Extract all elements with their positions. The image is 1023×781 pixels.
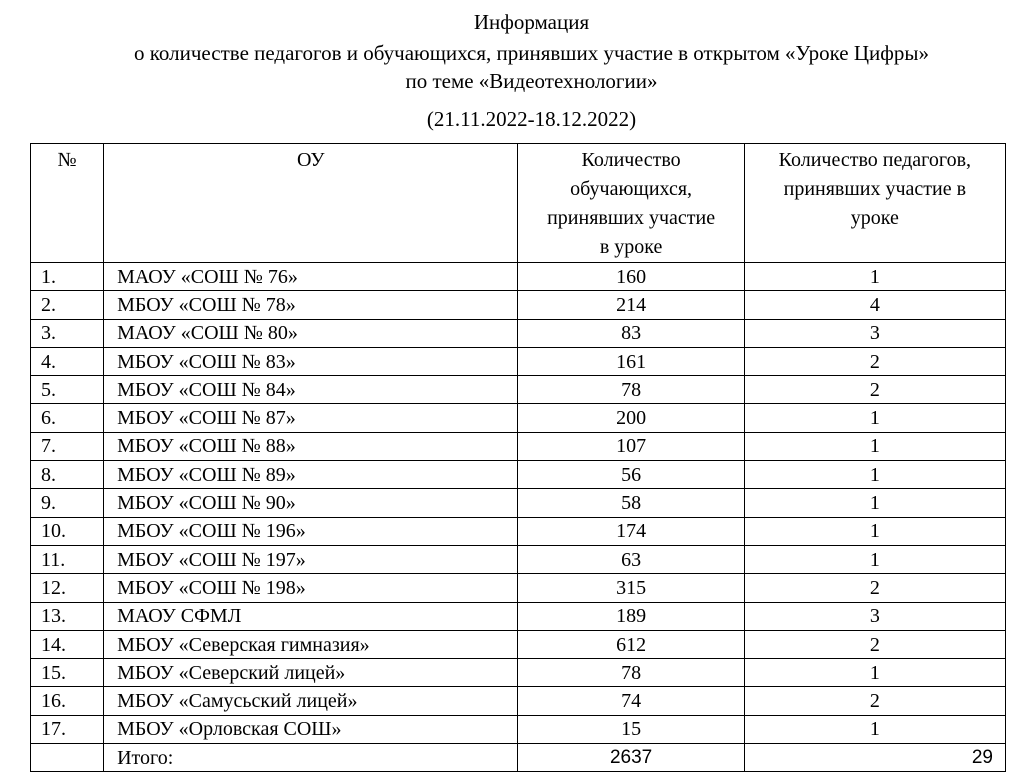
row-teachers-cell: 1 — [744, 404, 1005, 432]
row-teachers-cell: 4 — [744, 291, 1005, 319]
row-ou-cell: МАОУ «СОШ № 76» — [104, 263, 518, 291]
row-ou-cell: МБОУ «СОШ № 89» — [104, 461, 518, 489]
row-students-cell: 214 — [518, 291, 744, 319]
row-ou-cell: МБОУ «Орловская СОШ» — [104, 715, 518, 743]
row-ou-cell: МБОУ «СОШ № 83» — [104, 347, 518, 375]
row-ou-cell: МБОУ «СОШ № 90» — [104, 489, 518, 517]
row-teachers-cell: 2 — [744, 687, 1005, 715]
row-teachers-cell: 1 — [744, 461, 1005, 489]
table-row — [31, 545, 1006, 573]
col-header-teachers — [744, 144, 1005, 263]
row-students-cell: 160 — [518, 263, 744, 291]
row-ou-cell: МБОУ «СОШ № 198» — [104, 574, 518, 602]
table-total-row — [31, 744, 1006, 772]
row-num-cell: 8. — [31, 461, 104, 489]
col-header-teachers-line: Количество педагогов, — [778, 149, 972, 171]
row-students-cell: 63 — [518, 545, 744, 573]
row-students-cell: 74 — [518, 687, 744, 715]
row-teachers-cell: 3 — [744, 319, 1005, 347]
row-students-cell: 15 — [518, 715, 744, 743]
table-row — [31, 404, 1006, 432]
row-num-cell: 17. — [31, 715, 104, 743]
total-label: Итого: — [104, 744, 518, 772]
col-header-students-line: принявших участие — [547, 207, 716, 229]
table-row — [31, 291, 1006, 319]
row-num-cell: 10. — [31, 517, 104, 545]
row-ou-cell: МБОУ «Самусьский лицей» — [104, 687, 518, 715]
row-teachers-cell: 1 — [744, 432, 1005, 460]
row-num-cell: 14. — [31, 630, 104, 658]
table-row — [31, 347, 1006, 375]
row-teachers-cell: 1 — [744, 715, 1005, 743]
row-num-cell: 2. — [31, 291, 104, 319]
row-teachers-cell: 1 — [744, 263, 1005, 291]
row-ou-cell: МБОУ «СОШ № 197» — [104, 545, 518, 573]
col-header-ou: ОУ — [104, 144, 518, 263]
row-num-cell: 15. — [31, 659, 104, 687]
total-num-cell — [31, 744, 104, 772]
row-num-cell: 7. — [31, 432, 104, 460]
row-num-cell: 3. — [31, 319, 104, 347]
table-row — [31, 517, 1006, 545]
row-ou-cell: МБОУ «Северская гимназия» — [104, 630, 518, 658]
doc-title: Информация — [473, 10, 590, 34]
row-teachers-cell: 2 — [744, 574, 1005, 602]
col-header-num: № — [31, 144, 104, 263]
row-teachers-cell: 2 — [744, 630, 1005, 658]
row-teachers-cell: 1 — [744, 489, 1005, 517]
row-teachers-cell: 3 — [744, 602, 1005, 630]
row-students-cell: 174 — [518, 517, 744, 545]
table-row — [31, 687, 1006, 715]
row-num-cell: 11. — [31, 545, 104, 573]
table-row — [31, 489, 1006, 517]
row-teachers-cell: 1 — [744, 517, 1005, 545]
row-ou-cell: МБОУ «СОШ № 87» — [104, 404, 518, 432]
table-row — [31, 376, 1006, 404]
col-header-teachers-line: принявших участие в — [783, 178, 967, 200]
table-row — [31, 630, 1006, 658]
row-students-cell: 161 — [518, 347, 744, 375]
col-header-students-line: в уроке — [599, 236, 663, 258]
doc-subtitle: о количестве педагогов и обучающихся, принявших участие в открытом «Уроке Цифры» — [134, 41, 929, 65]
row-students-cell: 612 — [518, 630, 744, 658]
row-students-cell: 78 — [518, 376, 744, 404]
row-num-cell: 4. — [31, 347, 104, 375]
table-row — [31, 659, 1006, 687]
doc-period: (21.11.2022-18.12.2022) — [426, 107, 637, 131]
table-header-row — [31, 144, 1006, 263]
table-row — [31, 602, 1006, 630]
table-row — [31, 432, 1006, 460]
col-header-students — [518, 144, 744, 263]
total-students: 2637 — [518, 744, 744, 772]
row-students-cell: 56 — [518, 461, 744, 489]
total-teachers: 29 — [744, 744, 1005, 772]
col-header-students-line: Количество — [581, 149, 681, 171]
row-students-cell: 189 — [518, 602, 744, 630]
row-num-cell: 13. — [31, 602, 104, 630]
row-teachers-cell: 1 — [744, 659, 1005, 687]
doc-topic: по теме «Видеотехнологии» — [405, 69, 658, 93]
row-students-cell: 58 — [518, 489, 744, 517]
row-num-cell: 1. — [31, 263, 104, 291]
row-ou-cell: МАОУ «СОШ № 80» — [104, 319, 518, 347]
col-header-students-line: обучающихся, — [570, 178, 693, 200]
col-header-teachers-line: уроке — [850, 207, 899, 229]
row-num-cell: 6. — [31, 404, 104, 432]
row-ou-cell: МБОУ «Северский лицей» — [104, 659, 518, 687]
row-ou-cell: МАОУ СФМЛ — [104, 602, 518, 630]
row-students-cell: 107 — [518, 432, 744, 460]
table-row — [31, 574, 1006, 602]
row-num-cell: 16. — [31, 687, 104, 715]
row-num-cell: 5. — [31, 376, 104, 404]
table-row — [31, 319, 1006, 347]
row-ou-cell: МБОУ «СОШ № 196» — [104, 517, 518, 545]
row-students-cell: 78 — [518, 659, 744, 687]
participation-table — [30, 143, 1006, 772]
row-students-cell: 83 — [518, 319, 744, 347]
row-ou-cell: МБОУ «СОШ № 78» — [104, 291, 518, 319]
row-teachers-cell: 2 — [744, 347, 1005, 375]
row-num-cell: 12. — [31, 574, 104, 602]
table-row — [31, 263, 1006, 291]
row-teachers-cell: 1 — [744, 545, 1005, 573]
row-num-cell: 9. — [31, 489, 104, 517]
row-ou-cell: МБОУ «СОШ № 84» — [104, 376, 518, 404]
table-row — [31, 461, 1006, 489]
row-teachers-cell: 2 — [744, 376, 1005, 404]
table-row — [31, 715, 1006, 743]
row-students-cell: 200 — [518, 404, 744, 432]
row-students-cell: 315 — [518, 574, 744, 602]
row-ou-cell: МБОУ «СОШ № 88» — [104, 432, 518, 460]
